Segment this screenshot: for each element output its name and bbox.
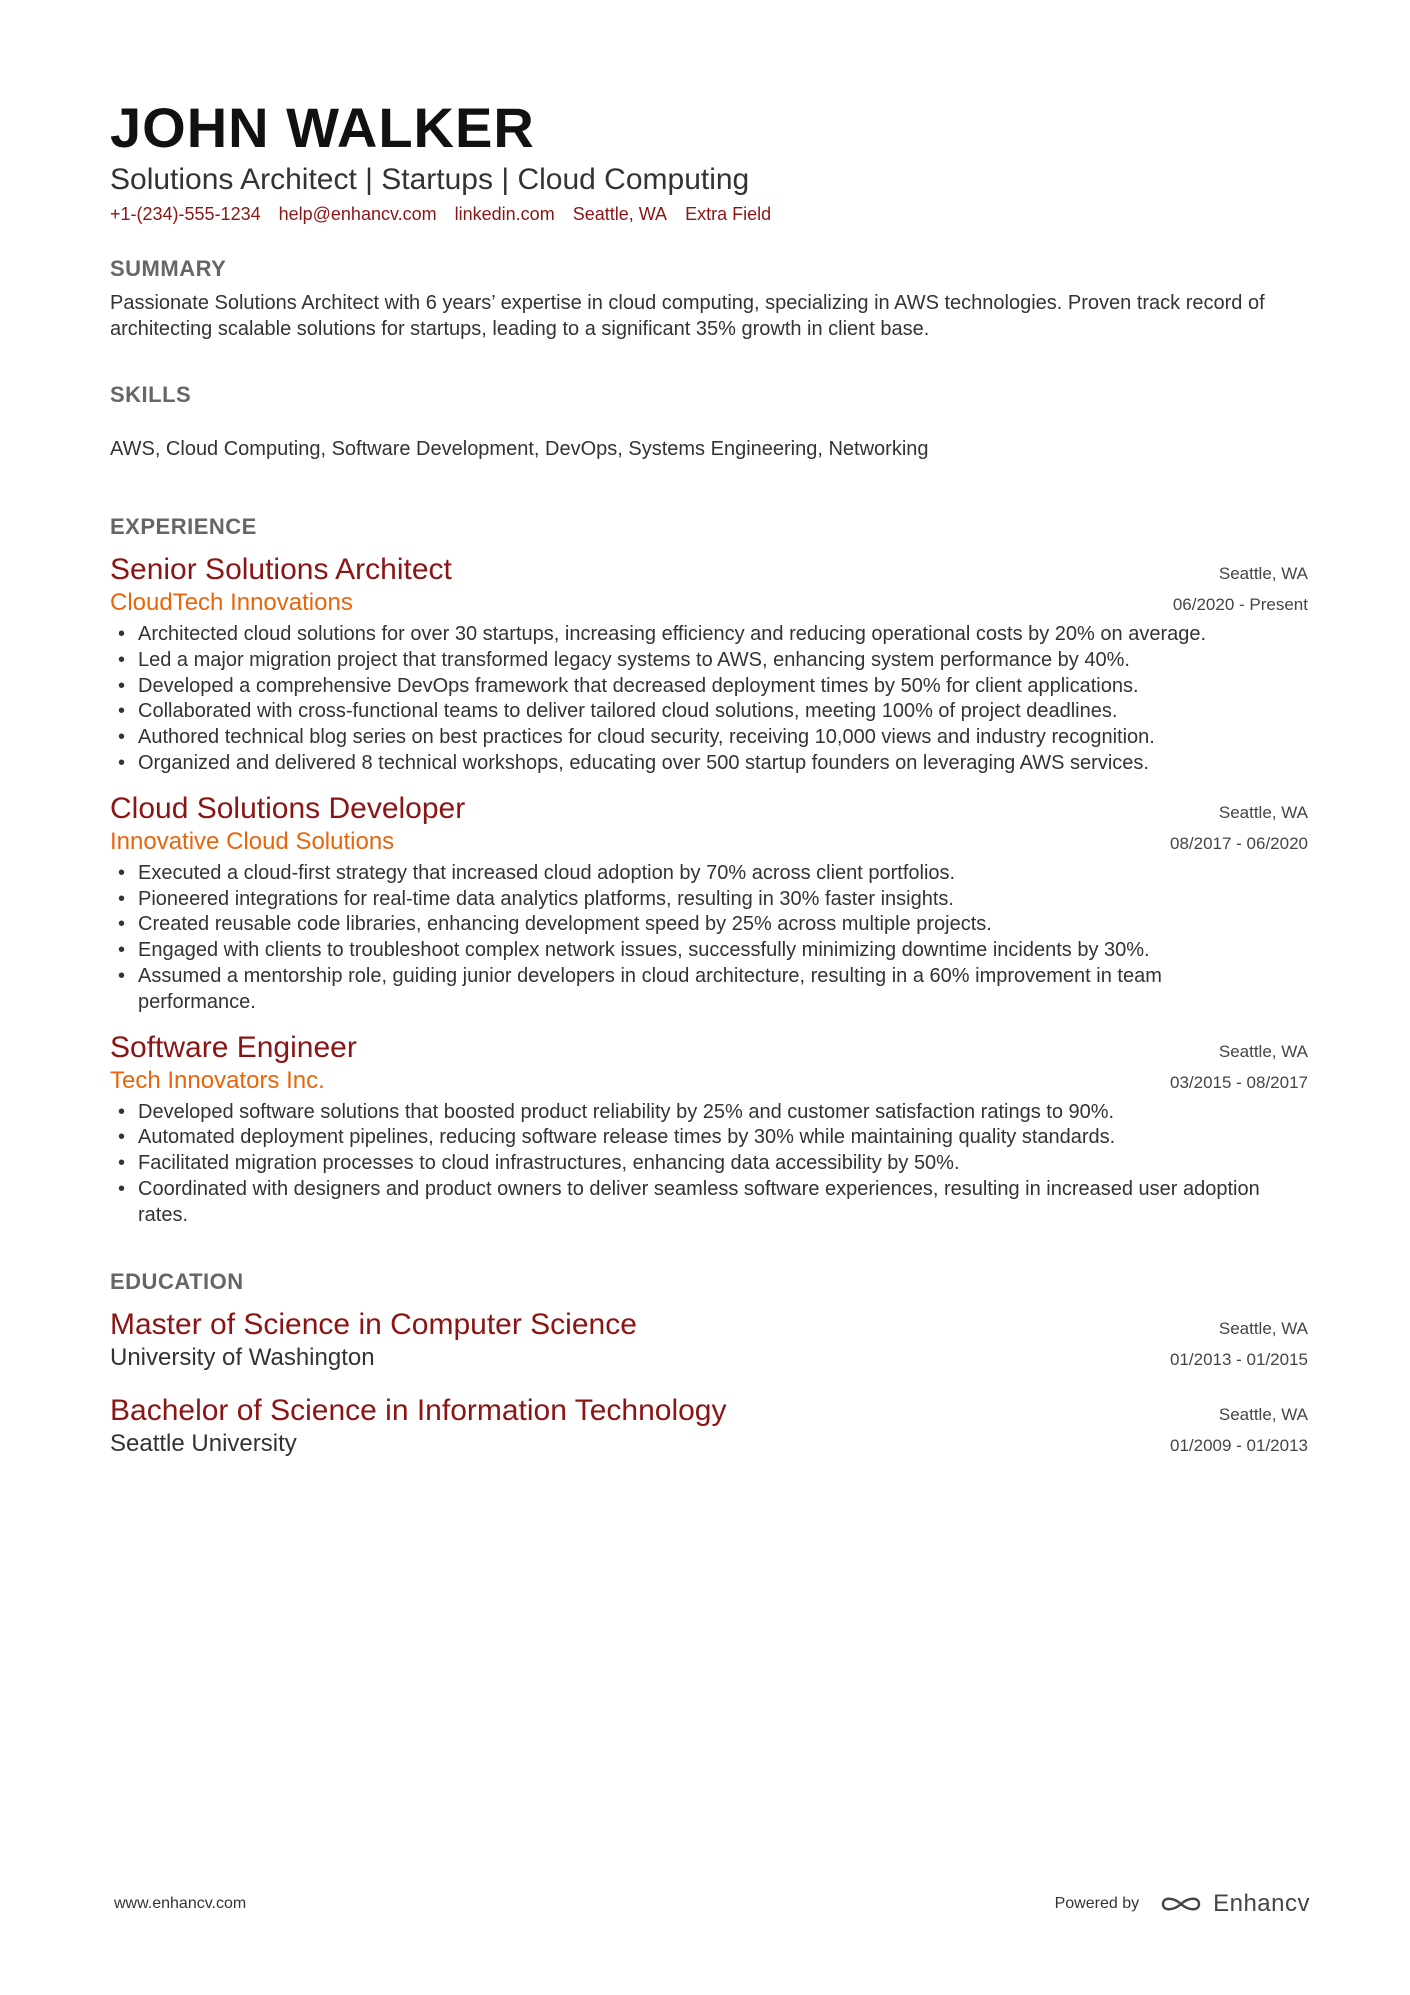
bullet-item: • Collaborated with cross-functional teams to deliver tailored cloud solutions, meeting 100% of project deadlines. bbox=[138, 699, 1308, 725]
powered-by bbox=[1055, 1890, 1310, 1918]
job-dates: 08/2017 - 06/2020 bbox=[1169, 833, 1308, 853]
contact-phone[interactable]: +1-(234)-555-1234 bbox=[110, 204, 261, 224]
page-footer bbox=[114, 1890, 1310, 1918]
bullet-item: • Organized and delivered 8 technical workshops, educating over 500 startup founders on leveraging AWS services. bbox=[138, 751, 1308, 777]
degree-title: Bachelor of Science in Information Technology bbox=[110, 1393, 727, 1427]
job-title: Senior Solutions Architect bbox=[110, 553, 452, 586]
resume-header bbox=[110, 96, 1308, 226]
company-name: Tech Innovators Inc. bbox=[110, 1066, 325, 1094]
education-location: Seattle, WA bbox=[1218, 1404, 1308, 1424]
education-entry bbox=[110, 1307, 1308, 1373]
contact-row bbox=[110, 202, 1308, 226]
job-bullets bbox=[110, 1100, 1308, 1229]
job-title: Software Engineer bbox=[110, 1030, 357, 1064]
bullet-item: • Coordinated with designers and product owners to deliver seamless software experiences, resulting in increased user adoption rates. bbox=[138, 1177, 1308, 1229]
bullet-item: • Engaged with clients to troubleshoot complex network issues, successfully minimizing downtime incidents by 30%. bbox=[138, 938, 1308, 964]
section-title-summary: SUMMARY bbox=[110, 256, 227, 281]
skills-text: AWS, Cloud Computing, Software Development, DevOps, Systems Engineering, Networking bbox=[110, 438, 929, 460]
experience-section bbox=[110, 514, 1308, 1229]
footer-url-link[interactable]: www.enhancv.com bbox=[114, 1895, 247, 1912]
section-title-skills: SKILLS bbox=[110, 382, 192, 407]
school-name: Seattle University bbox=[110, 1429, 297, 1457]
bullet-item: • Automated deployment pipelines, reducing software release times by 30% while maintaining quality standards. bbox=[138, 1125, 1308, 1151]
enhancv-logo[interactable] bbox=[1159, 1890, 1310, 1918]
experience-entry bbox=[110, 1030, 1308, 1229]
experience-entry bbox=[110, 791, 1308, 1016]
education-dates: 01/2009 - 01/2013 bbox=[1169, 1435, 1308, 1455]
contact-linkedin[interactable]: linkedin.com bbox=[454, 204, 555, 224]
bullet-item: • Assumed a mentorship role, guiding junior developers in cloud architecture, resulting in a 60% improvement in team performance. bbox=[138, 964, 1308, 1016]
bullet-item: • Developed a comprehensive DevOps framework that decreased deployment times by 50% for client applications. bbox=[138, 674, 1308, 700]
contact-extra: Extra Field bbox=[685, 204, 772, 224]
job-bullets bbox=[110, 622, 1308, 777]
job-location: Seattle, WA bbox=[1218, 802, 1308, 822]
job-location: Seattle, WA bbox=[1218, 1041, 1308, 1061]
powered-by-label: Powered by bbox=[1054, 1895, 1140, 1912]
education-dates: 01/2013 - 01/2015 bbox=[1169, 1349, 1308, 1369]
job-title: Cloud Solutions Developer bbox=[110, 791, 466, 825]
bullet-item: • Facilitated migration processes to cloud infrastructures, enhancing data accessibility by 50%. bbox=[138, 1151, 1308, 1177]
company-name: Innovative Cloud Solutions bbox=[110, 827, 395, 855]
bullet-item: • Developed software solutions that boosted product reliability by 25% and customer satisfaction ratings to 90%. bbox=[138, 1100, 1308, 1126]
bullet-item: • Authored technical blog series on best practices for cloud security, receiving 10,000 views and industry recognition. bbox=[138, 725, 1308, 751]
enhancv-logo-text: Enhancv bbox=[1213, 1890, 1310, 1917]
bullet-item: • Created reusable code libraries, enhancing development speed by 25% across multiple projects. bbox=[138, 912, 1308, 938]
bullet-item: • Pioneered integrations for real-time data analytics platforms, resulting in 30% faster insights. bbox=[138, 887, 1308, 913]
job-bullets bbox=[110, 861, 1308, 1016]
job-dates: 06/2020 - Present bbox=[1172, 595, 1308, 614]
candidate-name: JOHN WALKER bbox=[110, 96, 535, 159]
company-name: CloudTech Innovations bbox=[110, 589, 353, 616]
contact-location: Seattle, WA bbox=[572, 204, 668, 224]
resume-page bbox=[110, 96, 1308, 1459]
bullet-item: • Architected cloud solutions for over 30 startups, increasing efficiency and reducing operational costs by 20% on average. bbox=[138, 622, 1308, 648]
contact-email[interactable]: help@enhancv.com bbox=[278, 204, 437, 224]
enhancv-logo-icon bbox=[1159, 1892, 1203, 1916]
summary-text: Passionate Solutions Architect with 6 years’ expertise in cloud computing, specializing in AWS technologies. Proven track record of architecting scalable solutions for startups, leading to a significant 35% growth in client base. bbox=[110, 292, 1265, 340]
job-dates: 03/2015 - 08/2017 bbox=[1169, 1072, 1308, 1092]
education-section bbox=[110, 1269, 1308, 1459]
candidate-headline: Solutions Architect | Startups | Cloud Computing bbox=[110, 163, 750, 196]
section-title-education: EDUCATION bbox=[110, 1268, 244, 1294]
bullet-item: • Executed a cloud-first strategy that increased cloud adoption by 70% across client portfolios. bbox=[138, 861, 1308, 887]
education-entry bbox=[110, 1393, 1308, 1459]
section-title-experience: EXPERIENCE bbox=[110, 514, 257, 539]
bullet-item: • Led a major migration project that transformed legacy systems to AWS, enhancing system performance by 40%. bbox=[138, 648, 1308, 674]
summary-section bbox=[110, 256, 1308, 342]
education-location: Seattle, WA bbox=[1218, 1318, 1308, 1338]
job-location: Seattle, WA bbox=[1218, 564, 1308, 583]
degree-title: Master of Science in Computer Science bbox=[110, 1307, 637, 1341]
school-name: University of Washington bbox=[110, 1343, 375, 1371]
skills-section bbox=[110, 382, 1308, 462]
experience-entry bbox=[110, 552, 1308, 777]
